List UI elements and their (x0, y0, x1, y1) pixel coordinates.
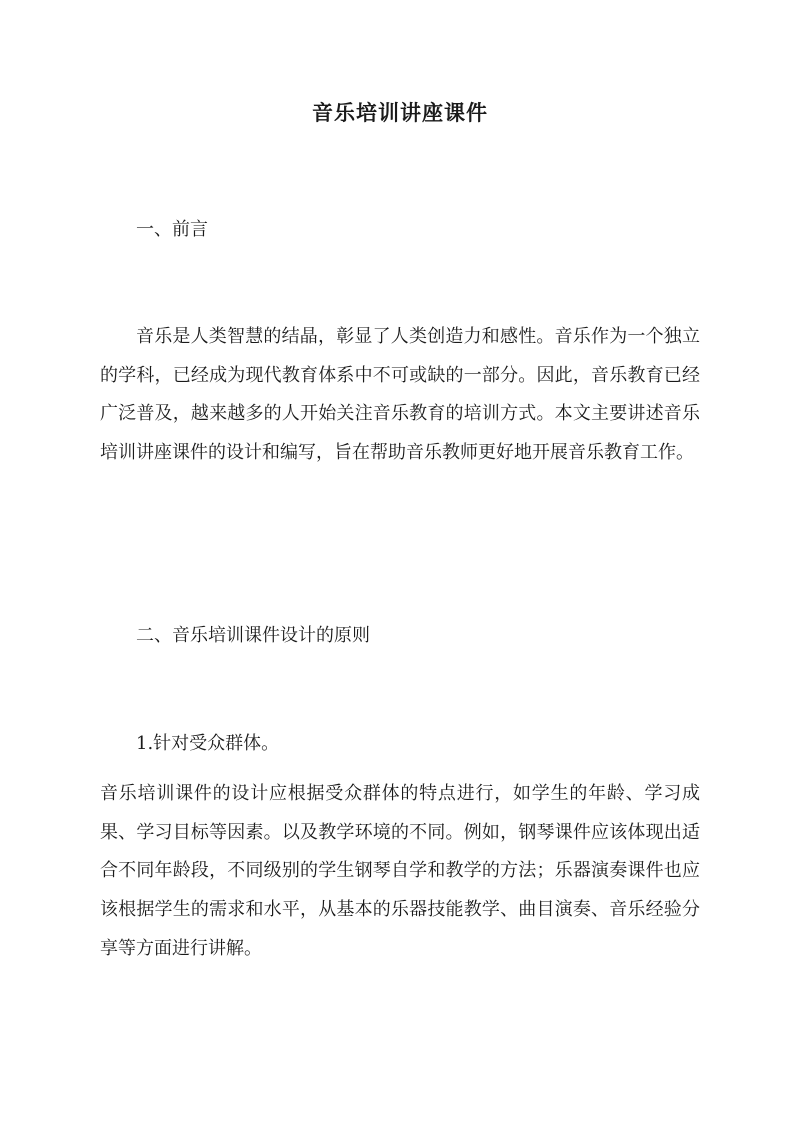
principle-item-label: 1.针对受众群体。 (136, 733, 280, 754)
section-heading-principles: 二、音乐培训课件设计的原则 (136, 625, 370, 646)
preface-paragraph: 音乐是人类智慧的结晶，彰显了人类创造力和感性。音乐作为一个独立的学科，已经成为现代教育体系中不可或缺的一部分。因此，音乐教育已经广泛普及，越来越多的人开始关注音乐教育的培训方式。本文主要讲述音乐培训讲座课件的设计和编写，旨在帮助音乐教师更好地开展音乐教育工作。 (100, 326, 700, 464)
principle-item-paragraph: 音乐培训课件的设计应根据受众群体的特点进行，如学生的年龄、学习成果、学习目标等因素。以及教学环境的不同。例如，钢琴课件应该体现出适合不同年龄段，不同级别的学生钢琴自学和教学的方法；乐器演奏课件也应该根据学生的需求和水平，从基本的乐器技能教学、曲目演奏、音乐经验分享等方面进行讲解。 (100, 783, 700, 959)
document-title: 音乐培训讲座课件 (312, 100, 488, 125)
section-heading-preface: 一、前言 (136, 219, 208, 240)
